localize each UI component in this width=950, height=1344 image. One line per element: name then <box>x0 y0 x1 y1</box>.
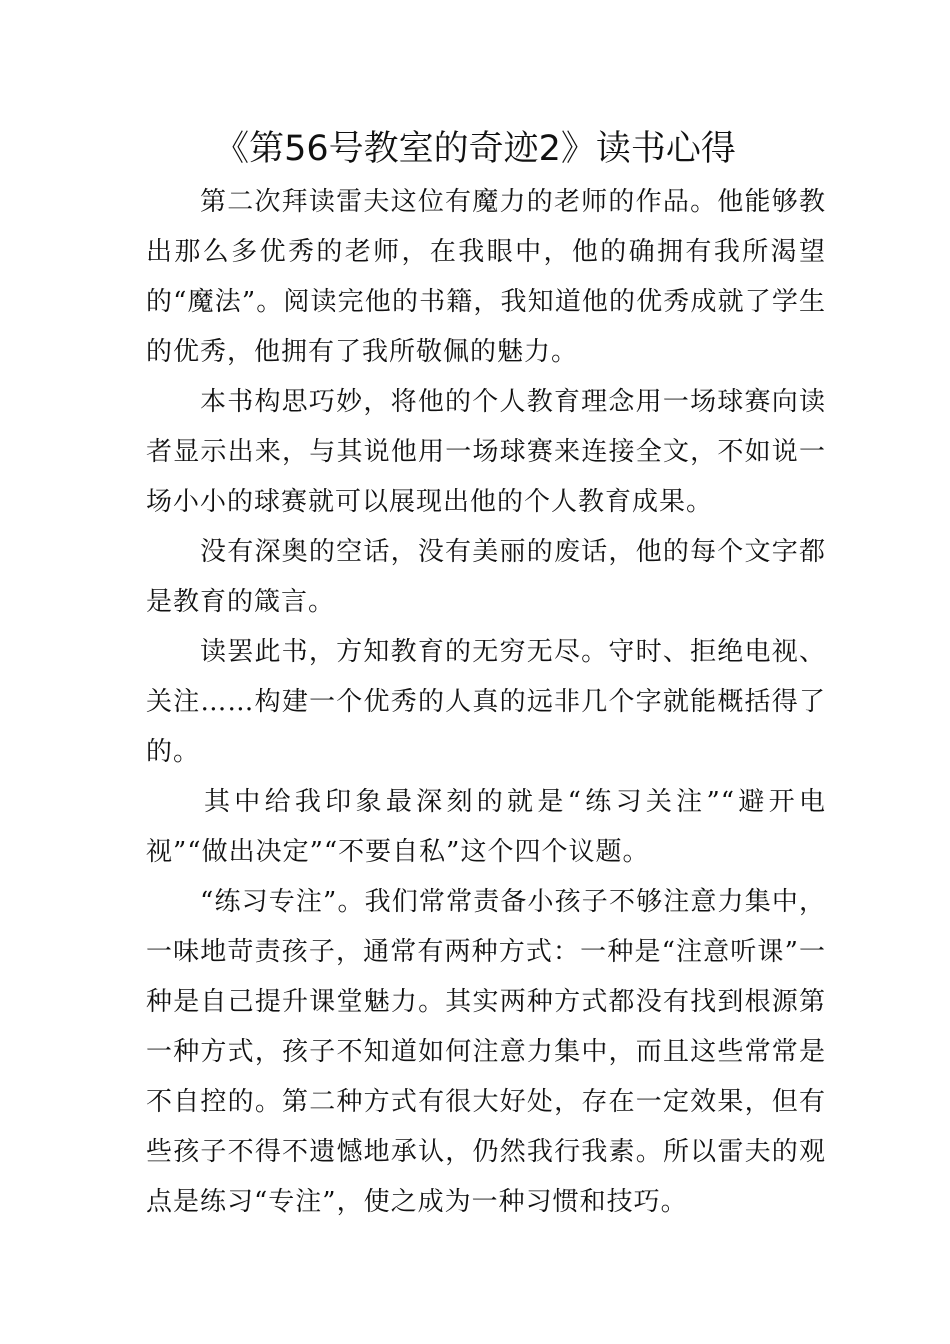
document-body <box>146 177 826 1227</box>
paragraph-4: 读罢此书，方知教育的无穷无尽。守时、拒绝电视、关注……构建一个优秀的人真的远非几个字就能概括得了的。 <box>146 637 826 767</box>
paragraph-6: “练习专注”。我们常常责备小孩子不够注意力集中，一味地苛责孩子，通常有两种方式：一种是“注意听课”一种是自己提升课堂魅力。其实两种方式都没有找到根源第一种方式，孩子不知道如何注意力集中，而且这些常常是不自控的。第二种方式有很大好处，存在一定效果，但有些孩子不得不遗憾地承认，仍然我行我素。所以雷夫的观点是练习“专注”，使之成为一种习惯和技巧。 <box>146 887 826 1217</box>
paragraph-5: 其中给我印象最深刻的就是“练习关注”“避开电视”“做出决定”“不要自私”这个四个议题。 <box>146 787 826 867</box>
document-title: 《第56号教室的奇迹2》读书心得 <box>214 129 736 169</box>
paragraph-3: 没有深奥的空话，没有美丽的废话，他的每个文字都是教育的箴言。 <box>146 537 826 617</box>
paragraph-2: 本书构思巧妙，将他的个人教育理念用一场球赛向读者显示出来，与其说他用一场球赛来连接全文，不如说一场小小的球赛就可以展现出他的个人教育成果。 <box>146 387 826 517</box>
paragraph-1: 第二次拜读雷夫这位有魔力的老师的作品。他能够教出那么多优秀的老师，在我眼中，他的确拥有我所渴望的“魔法”。阅读完他的书籍，我知道他的优秀成就了学生的优秀，他拥有了我所敬佩的魅力。 <box>146 187 826 367</box>
